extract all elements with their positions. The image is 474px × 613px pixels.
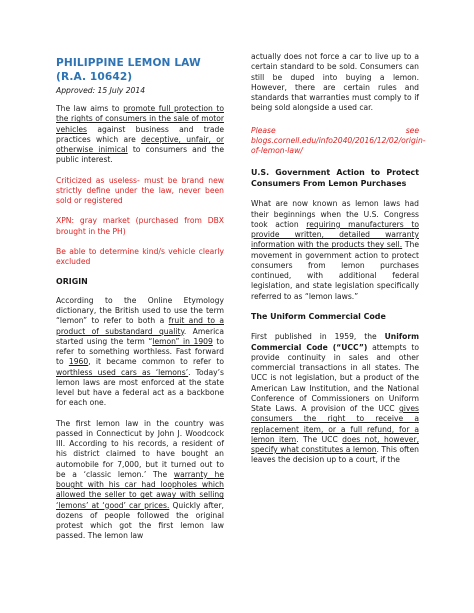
- origin-p1-underline-2: lemon” in 1909: [152, 336, 213, 346]
- ucc-text-1: First published in 1959, the: [251, 332, 385, 342]
- origin-p2-text-2-left: Quickly after, dozens of people followed the original protest which got the first lemon law passed. The lemon law: [56, 500, 224, 541]
- origin-p1-text-4: , it became common to refer to: [88, 357, 224, 367]
- intro-text-3: to consumers and the public interest.: [56, 145, 225, 165]
- intro-paragraph: [56, 104, 224, 166]
- origin-p1-text-3: to refer to something worthless. Fast forward to: [56, 336, 224, 367]
- origin-heading: ORIGIN: [56, 277, 88, 287]
- origin-p1-underline-1: fruit and to a product of substandard quality: [56, 316, 224, 336]
- origin-p2-text-2-right: actually does not force a car to live up to a certain standard to be sold. Consumers can still be duped into buying a lemon. However, there are certain rules and standards that warranties must comply to if being sold alongside a used car.: [251, 52, 419, 113]
- right-column: [251, 52, 426, 466]
- intro-text-1: The law aims to: [56, 104, 124, 113]
- ucc-text-2: attempts to provide continuity in sales and other commercial transactions in all states. The UCC is not legislation, but a product of the American Law Institution, and the National Conference of Commissioners on Uniform State Laws. A provision of the UCC: [251, 342, 419, 413]
- us-gov-underline-1: requiring manufacturers to provide written, detailed warranty information with the products they sell.: [251, 219, 419, 250]
- us-gov-text-2: The movement in government action to protect consumers from lemon purchases continued, with additional federal legislation, and state legislation specifically referred to as “lemon laws.”: [251, 240, 419, 301]
- ucc-underline-1: gives consumers the right to receive a replacement item, or a full refund, for a lemon item: [251, 404, 419, 444]
- ucc-text-4: . This often leaves the decision up to a court, if the: [251, 445, 419, 465]
- us-gov-text-1: What are now known as lemon laws had their beginnings when the U.S. Congress took action: [251, 199, 419, 229]
- note-determine: Be able to determine kind/s vehicle clearly excluded: [56, 246, 224, 266]
- origin-p1-underline-3: 1960: [68, 357, 89, 367]
- us-gov-paragraph: [251, 199, 419, 302]
- origin-source-link[interactable]: Please see blogs.cornell.edu/info2040/2016/12/02/origin-of-lemon-law/: [251, 125, 426, 155]
- note-criticized: Criticized as useless- must be brand new strictly define under the law, never been sold or registered: [56, 175, 224, 205]
- intro-text-2: against business and trade practices which are: [56, 124, 224, 144]
- intro-underline-2: deceptive, unfair, or otherwise inimical: [56, 134, 224, 154]
- origin-p1-underline-4: worthless used cars as ‘lemons’: [56, 367, 189, 377]
- origin-paragraph-2-start: [56, 419, 224, 542]
- ucc-underline-2: does not, however, specify what constitutes a lemon: [251, 434, 419, 454]
- approval-date: Approved: 15 July 2014: [56, 86, 146, 95]
- ucc-paragraph: [251, 332, 419, 465]
- ucc-text-3: . The UCC: [296, 434, 343, 444]
- us-gov-heading: U.S. Government Action to Protect Consumers From Lemon Purchases: [251, 168, 419, 188]
- origin-p1-text-5: . Today’s lemon laws are most enforced at the state level but have a federal act as a backbone for each one.: [56, 367, 224, 408]
- ucc-heading: The Uniform Commercial Code: [251, 311, 386, 321]
- origin-p2-text-1: The first lemon law in the country was passed in Connecticut by John J. Woodcock III. According to his records, a resident of his district claimed to have bought an automobile for 7,000, but it turned out to be a ‘classic lemon.’ The: [56, 418, 224, 479]
- origin-p1-text-1: According to the Online Etymology dictionary, the British used to use the term “lemon” to refer to both a: [56, 295, 224, 326]
- ucc-bold-1: Uniform Commercial Code (“UCC”): [251, 332, 419, 352]
- left-column: [56, 56, 224, 542]
- origin-paragraph-1: [56, 296, 224, 409]
- origin-p2-underline-1: warranty he bought with his car had loopholes which allowed the seller to get away with selling ‘lemons’ at ‘good’ car prices.: [56, 469, 225, 510]
- document-title: PHILIPPINE LEMON LAW (R.A. 10642): [56, 57, 201, 83]
- origin-p1-text-2: . America started using the term “: [56, 326, 225, 346]
- intro-underline-1: promote full protection to the rights of consumers in the sale of motor vehicles: [56, 104, 224, 134]
- origin-paragraph-2-continued: [251, 52, 419, 114]
- note-xpn: XPN: gray market (purchased from DBX brought in the PH): [56, 216, 224, 236]
